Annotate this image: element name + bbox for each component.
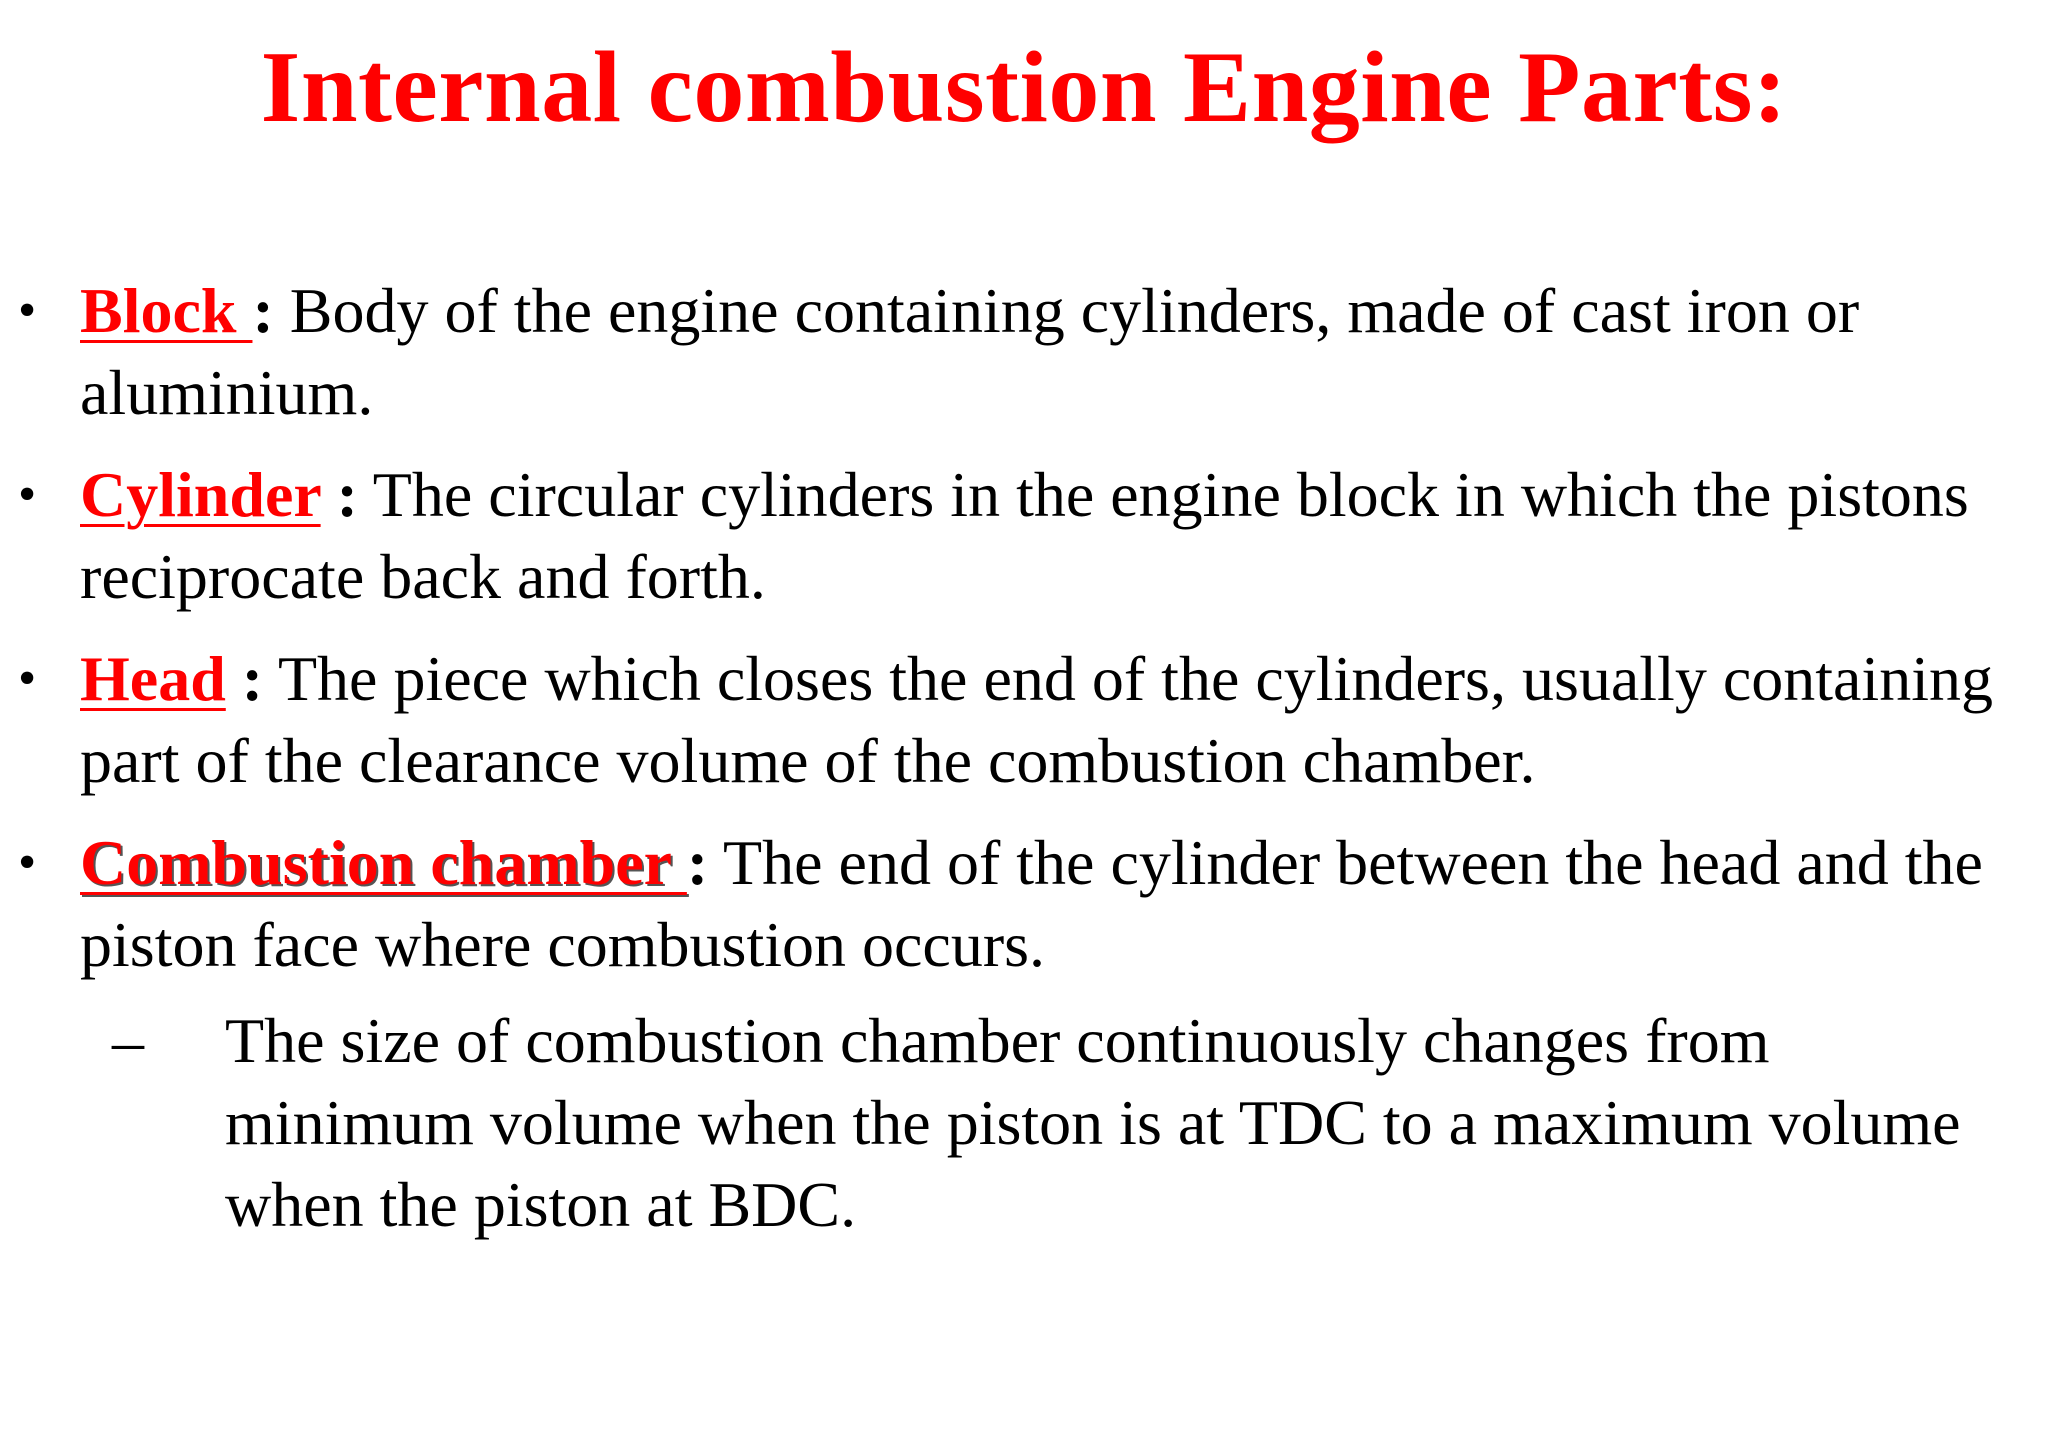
bullet-dot-icon: • [18,834,37,891]
bullet-list [0,270,2048,1246]
term-separator: : [320,459,358,530]
sub-bullet-item [0,1000,2048,1246]
term-combustion-chamber: Combustion chamber [80,827,687,898]
term-head: Head [80,643,226,714]
bullet-dot-icon: • [18,466,37,523]
definition-cylinder: The circular cylinders in the engine block in which the pistons reciprocate back and forth. [80,459,1969,612]
bullet-item-head [0,638,2048,802]
slide-title: Internal combustion Engine Parts: [260,31,1788,144]
definition-head: The piece which closes the end of the cylinders, usually containing part of the clearance volume of the combustion chamber. [80,643,1993,796]
dash-marker-icon: – [112,1005,144,1076]
term-cylinder: Cylinder [80,459,321,530]
sub-bullet-text: The size of combustion chamber continuously changes from minimum volume when the piston is at TDC to a maximum volume when the piston at BDC. [225,1005,1961,1240]
definition-block: Body of the engine containing cylinders, made of cast iron or aluminium. [80,275,1860,428]
definition-combustion-chamber: The end of the cylinder between the head and the piston face where combustion occurs. [80,827,1983,980]
term-separator: : [252,275,274,346]
term-block: Block [80,275,253,346]
bullet-dot-icon: • [18,282,37,339]
bullet-item-combustion-chamber [0,822,2048,986]
bullet-dot-icon: • [18,650,37,707]
term-separator: : [686,827,709,898]
bullet-item-block [0,270,2048,434]
term-separator: : [225,643,264,714]
bullet-item-cylinder [0,454,2048,618]
